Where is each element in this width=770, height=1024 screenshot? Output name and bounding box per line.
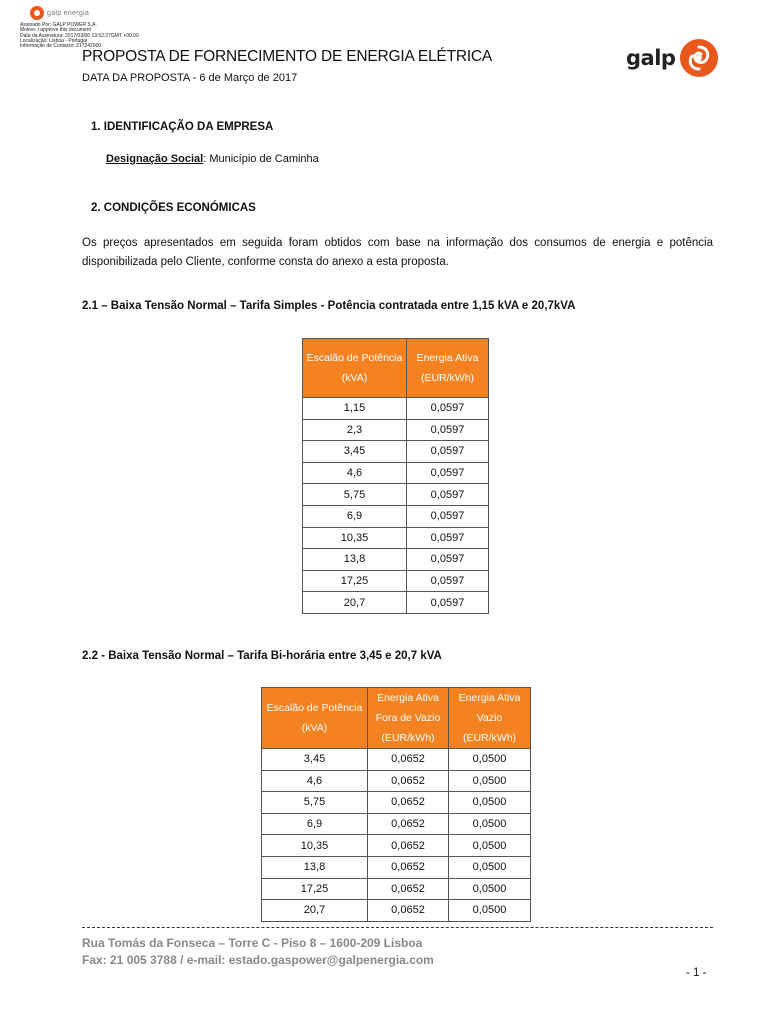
table-row bbox=[303, 549, 489, 571]
company-name: : Município de Caminha bbox=[203, 153, 319, 165]
table-cell: 5,75 bbox=[303, 484, 407, 506]
footer-contact: Fax: 21 005 3788 / e-mail: estado.gaspower@galpenergia.com bbox=[82, 953, 434, 967]
proposal-date: DATA DA PROPOSTA - 6 de Março de 2017 bbox=[82, 72, 298, 84]
table-cell: 0,0652 bbox=[368, 770, 449, 792]
table-row bbox=[262, 900, 531, 922]
table-cell: 0,0500 bbox=[449, 792, 531, 814]
table-cell: 6,9 bbox=[303, 505, 407, 527]
table-row bbox=[262, 835, 531, 857]
table-row bbox=[262, 813, 531, 835]
table-header-row bbox=[303, 339, 489, 398]
table-row bbox=[262, 878, 531, 900]
column-header: Energia Ativa Fora de Vazio (EUR/kWh) bbox=[368, 688, 449, 749]
footer-address: Rua Tomás da Fonseca – Torre C - Piso 8 – 1600-209 Lisboa bbox=[82, 936, 423, 950]
table-cell: 20,7 bbox=[262, 900, 368, 922]
table-cell: 0,0500 bbox=[449, 835, 531, 857]
table-row bbox=[303, 484, 489, 506]
table-cell: 17,25 bbox=[303, 570, 407, 592]
column-header: Energia Ativa Vazio (EUR/kWh) bbox=[449, 688, 531, 749]
table-cell: 0,0597 bbox=[407, 484, 489, 506]
table-cell: 0,0652 bbox=[368, 792, 449, 814]
table-cell: 4,6 bbox=[303, 462, 407, 484]
table-cell: 13,8 bbox=[262, 856, 368, 878]
signature-logo bbox=[30, 6, 89, 20]
table-cell: 3,45 bbox=[262, 749, 368, 771]
table-row bbox=[303, 570, 489, 592]
footer-divider bbox=[82, 927, 713, 928]
table-cell: 0,0597 bbox=[407, 549, 489, 571]
table-cell: 0,0652 bbox=[368, 856, 449, 878]
table-cell: 0,0597 bbox=[407, 462, 489, 484]
table-cell: 0,0500 bbox=[449, 878, 531, 900]
table-cell: 3,45 bbox=[303, 441, 407, 463]
table-row bbox=[303, 505, 489, 527]
table-cell: 0,0652 bbox=[368, 835, 449, 857]
table-row bbox=[262, 749, 531, 771]
simple-tariff-table bbox=[302, 338, 489, 614]
company-label: Designação Social bbox=[106, 153, 204, 165]
table-cell: 0,0652 bbox=[368, 749, 449, 771]
column-header: Escalão de Potência (kVA) bbox=[303, 339, 407, 398]
galp-swirl-icon bbox=[679, 38, 719, 78]
company-identification bbox=[106, 153, 319, 165]
table-cell: 0,0597 bbox=[407, 570, 489, 592]
section-heading-company: 1. IDENTIFICAÇÃO DA EMPRESA bbox=[91, 121, 274, 133]
table-row bbox=[303, 441, 489, 463]
conditions-paragraph: Os preços apresentados em seguida foram obtidos com base na informação dos consumos de energia e potência disponibilizada pelo Cliente, conforme consta do anexo a esta proposta. bbox=[82, 237, 713, 268]
signature-details bbox=[20, 23, 139, 49]
bihourly-tariff-table bbox=[261, 687, 531, 922]
table-cell: 0,0597 bbox=[407, 592, 489, 614]
table-row bbox=[262, 770, 531, 792]
signature-brand: galp energia bbox=[47, 9, 90, 17]
table-cell: 0,0597 bbox=[407, 398, 489, 420]
table-cell: 0,0500 bbox=[449, 900, 531, 922]
column-header: Escalão de Potência (kVA) bbox=[262, 688, 368, 749]
table-cell: 1,15 bbox=[303, 398, 407, 420]
signature-line: Informação de Contacto: 217242000 bbox=[20, 43, 102, 50]
table-row bbox=[303, 419, 489, 441]
subsection-heading-bihourly-tariff: 2.2 - Baixa Tensão Normal – Tarifa Bi-horária entre 3,45 e 20,7 kVA bbox=[82, 650, 442, 662]
table-cell: 0,0500 bbox=[449, 770, 531, 792]
table-cell: 2,3 bbox=[303, 419, 407, 441]
galp-logo-icon bbox=[30, 6, 44, 20]
table-cell: 4,6 bbox=[262, 770, 368, 792]
table-cell: 17,25 bbox=[262, 878, 368, 900]
table-cell: 0,0500 bbox=[449, 749, 531, 771]
table-cell: 13,8 bbox=[303, 549, 407, 571]
table-cell: 0,0597 bbox=[407, 441, 489, 463]
table-cell: 10,35 bbox=[303, 527, 407, 549]
table-row bbox=[303, 592, 489, 614]
table-row bbox=[303, 527, 489, 549]
document-title: PROPOSTA DE FORNECIMENTO DE ENERGIA ELÉTRICA bbox=[82, 48, 493, 65]
subsection-heading-simple-tariff: 2.1 – Baixa Tensão Normal – Tarifa Simples - Potência contratada entre 1,15 kVA e 20,7kVA bbox=[82, 300, 576, 312]
table-cell: 0,0597 bbox=[407, 419, 489, 441]
section-heading-conditions: 2. CONDIÇÕES ECONÓMICAS bbox=[91, 202, 256, 214]
table-cell: 0,0597 bbox=[407, 505, 489, 527]
table-cell: 0,0652 bbox=[368, 878, 449, 900]
table-row bbox=[303, 462, 489, 484]
page-number: - 1 - bbox=[686, 967, 707, 979]
galp-logo bbox=[626, 38, 719, 78]
table-cell: 0,0500 bbox=[449, 856, 531, 878]
signature-line: Assinado Por: GALP POWER S.A. bbox=[20, 22, 97, 28]
table-row bbox=[262, 792, 531, 814]
table-row bbox=[303, 398, 489, 420]
signature-line: Motivo: I approve this document bbox=[20, 27, 91, 34]
table-cell: 0,0500 bbox=[449, 813, 531, 835]
table-cell: 20,7 bbox=[303, 592, 407, 614]
table-cell: 0,0652 bbox=[368, 900, 449, 922]
table-cell: 0,0597 bbox=[407, 527, 489, 549]
column-header: Energia Ativa (EUR/kWh) bbox=[407, 339, 489, 398]
table-cell: 0,0652 bbox=[368, 813, 449, 835]
table-cell: 6,9 bbox=[262, 813, 368, 835]
logo-text: galp bbox=[626, 46, 676, 70]
table-row bbox=[262, 856, 531, 878]
signature-line: Localização: Lisboa - Portugal bbox=[20, 37, 87, 44]
signature-line: Data da Assinatura: 2017/03/06 13:52:27GMT +00:00 bbox=[20, 32, 139, 39]
table-header-row bbox=[262, 688, 531, 749]
table-cell: 10,35 bbox=[262, 835, 368, 857]
table-cell: 5,75 bbox=[262, 792, 368, 814]
